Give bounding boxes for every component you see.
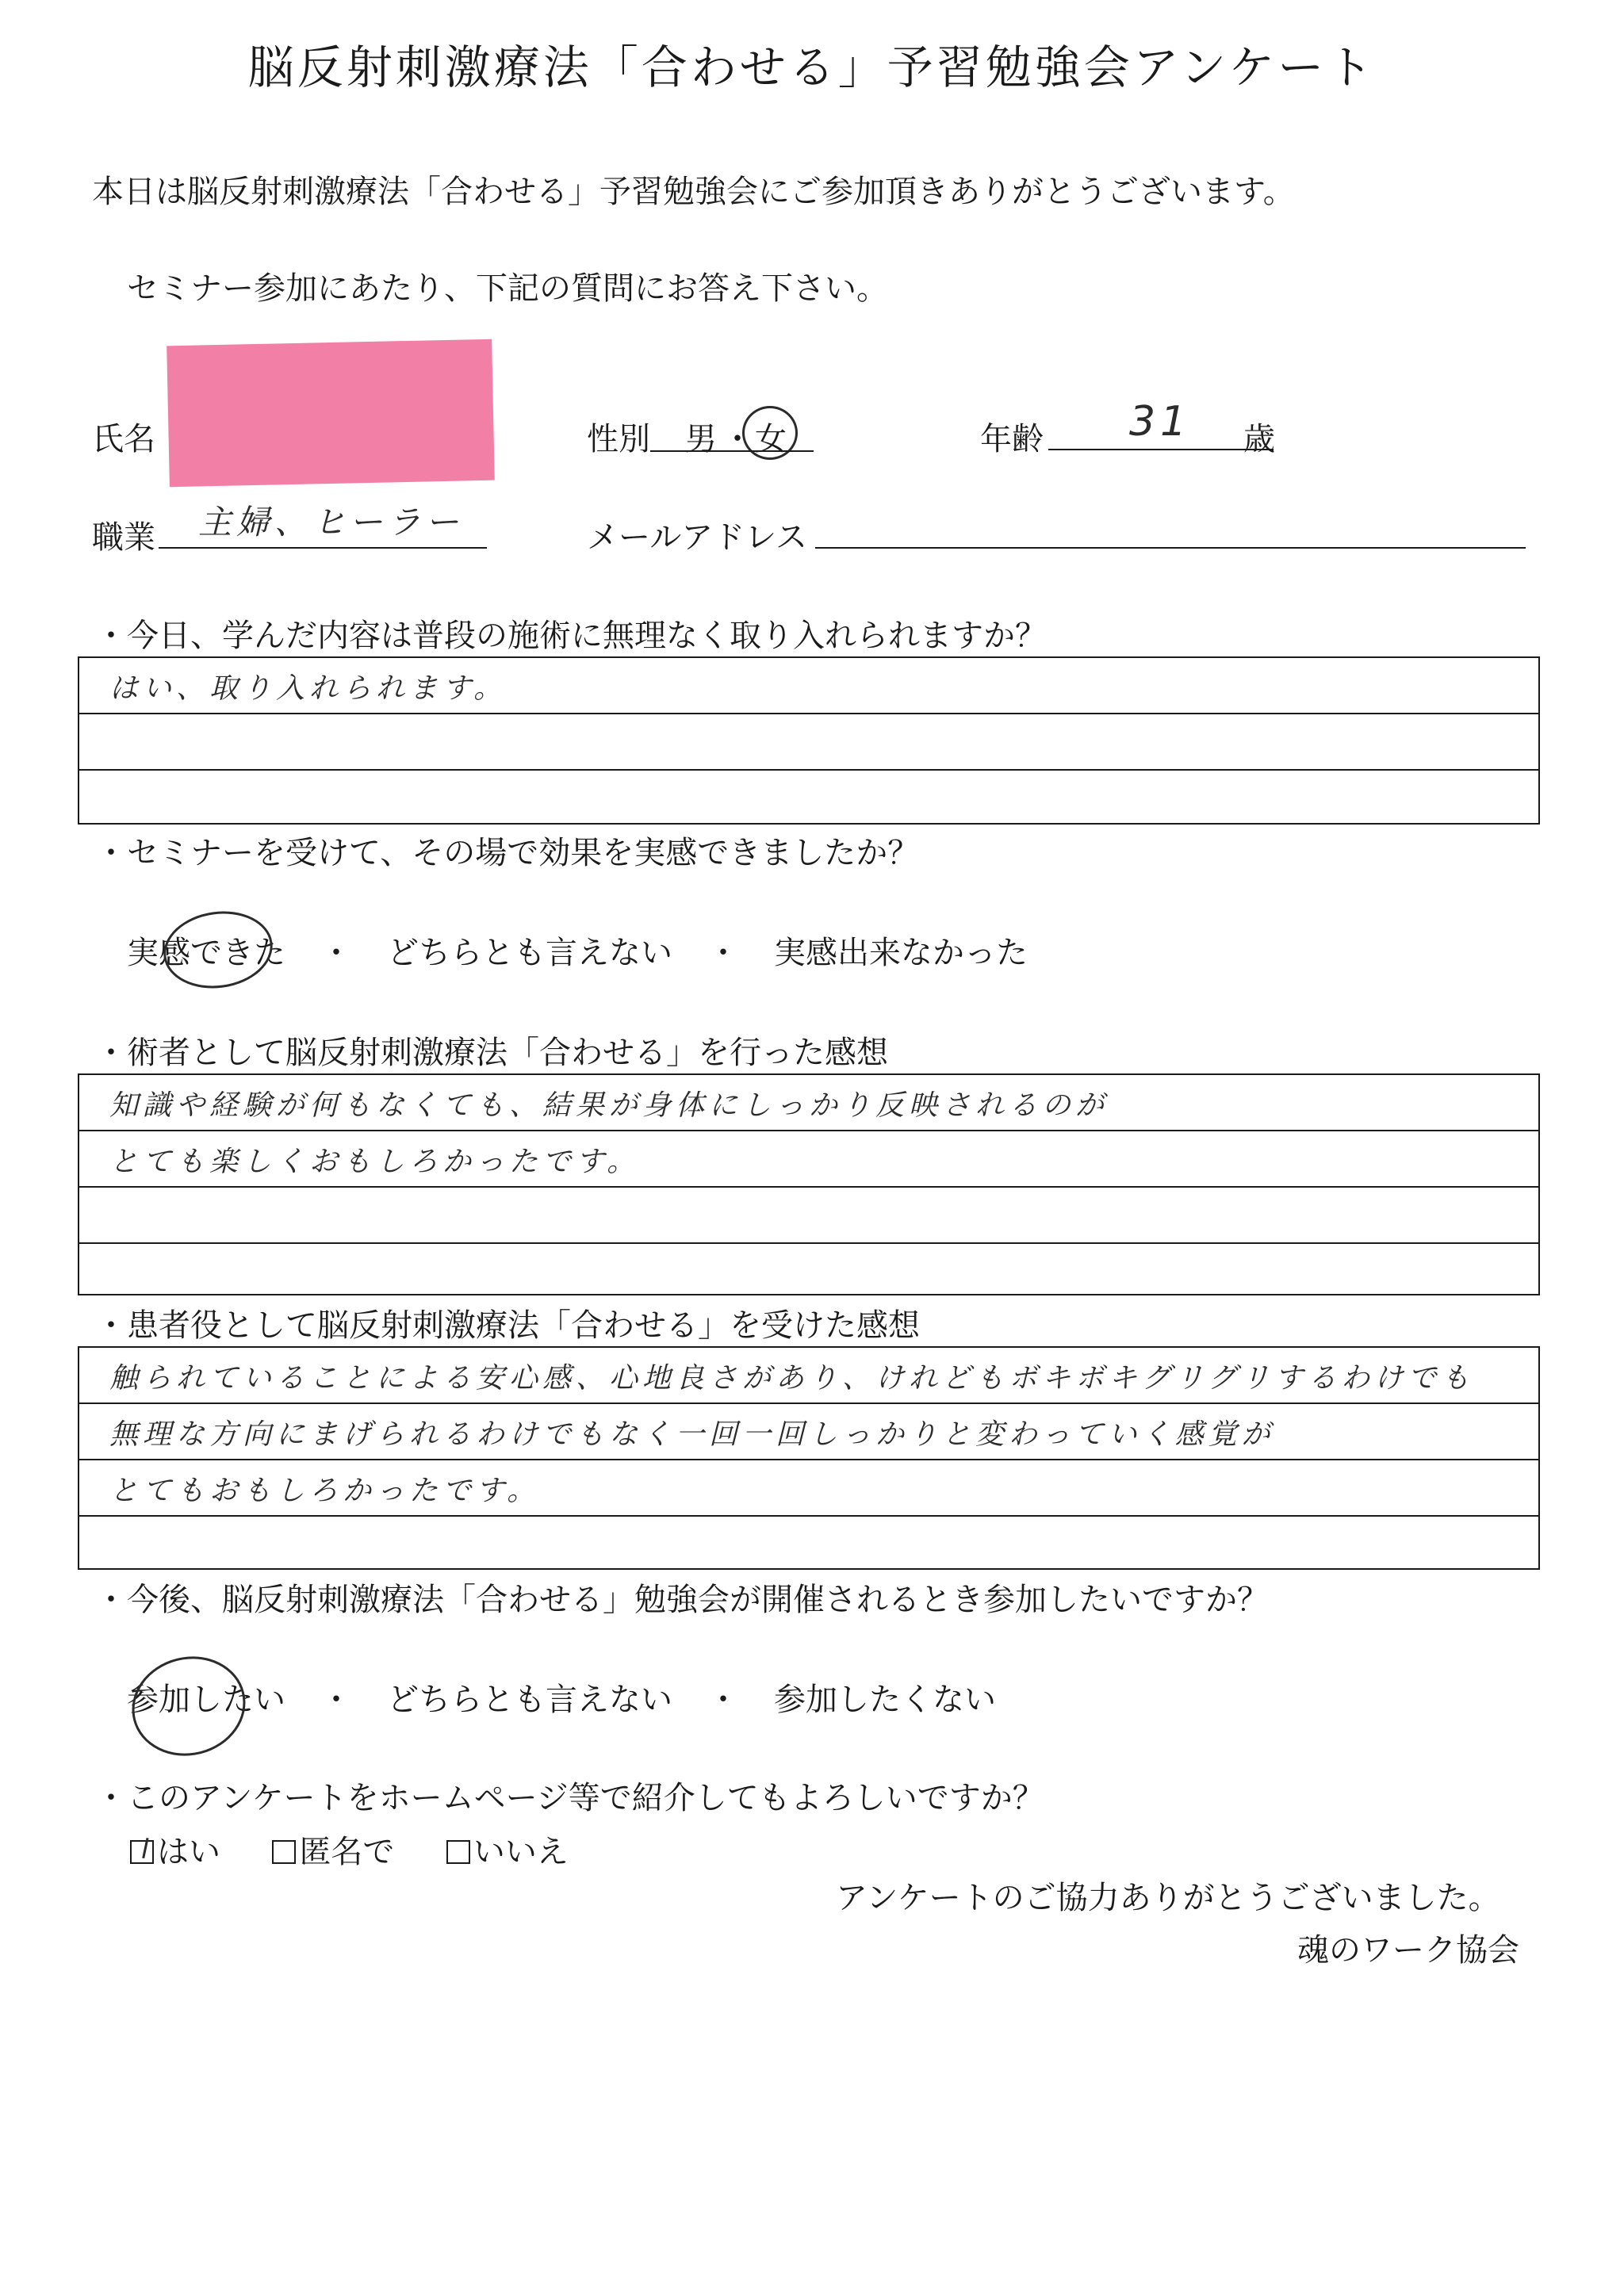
q1-question: ・今日、学んだ内容は普段の施術に無理なく取り入れられますか？ (95, 618, 1047, 654)
q6-options (130, 1827, 569, 1872)
q2-option-felt[interactable]: 実感できた (127, 935, 285, 971)
q5-option-yes[interactable]: 参加したい (127, 1682, 285, 1718)
q4-question: ・患者役として脳反射刺激療法「合わせる」を受けた感想 (95, 1307, 920, 1344)
q6-question: ・このアンケートをホームページ等で紹介してもよろしいですか？ (95, 1780, 1044, 1816)
job-underline (159, 547, 487, 549)
q6-option-yes: はい (157, 1834, 220, 1870)
answer-line (79, 1131, 1538, 1188)
checkbox-yes[interactable] (130, 1840, 154, 1864)
q1-answer-box (78, 656, 1540, 825)
answer-line (79, 1348, 1538, 1404)
name-label: 氏名 (92, 421, 155, 457)
answer-text: 知識や経験が何もなくても、結果が身体にしっかり反映されるのが (109, 1089, 1109, 1122)
job-label: 職業 (92, 519, 155, 556)
q5-separator: ・ (707, 1682, 739, 1718)
q2-separator: ・ (320, 935, 352, 971)
answer-line (79, 1517, 1538, 1573)
q2-question: ・セミナーを受けて、その場で効果を実感できましたか？ (95, 835, 920, 871)
age-value: 31 (1129, 398, 1192, 446)
q5-option-neutral[interactable]: どちらとも言えない (387, 1682, 672, 1718)
answer-line (79, 1244, 1538, 1300)
q3-question: ・術者として脳反射刺激療法「合わせる」を行った感想 (95, 1035, 888, 1071)
q5-question: ・今後、脳反射刺激療法「合わせる」勉強会が開催されるとき参加したいですか？ (95, 1582, 1269, 1618)
answer-line (79, 714, 1538, 771)
q5-option-no[interactable]: 参加したくない (774, 1682, 996, 1718)
answer-text: 無理な方向にまげられるわけでもなく一回一回しっかりと変わっていく感覚が (109, 1418, 1275, 1451)
q2-selection-circle (159, 905, 278, 995)
intro-text: 本日は脳反射刺激療法「合わせる」予習勉強会にご参加頂きありがとうございます。 (92, 174, 1295, 210)
gender-option-female[interactable]: 女 (755, 421, 787, 457)
q2-option-neutral[interactable]: どちらとも言えない (387, 935, 672, 971)
answer-line (79, 1188, 1538, 1244)
q5-options (127, 1674, 996, 1720)
q4-answer-box (78, 1346, 1540, 1570)
checkbox-anonymous[interactable] (272, 1840, 296, 1864)
gender-option-male[interactable]: 男 (685, 421, 717, 457)
closing-message: アンケートのご協力ありがとうございました。 (836, 1880, 1500, 1916)
job-value: 主婦、ヒーラー (198, 503, 464, 541)
instruction-text: セミナー参加にあたり、下記の質問にお答え下さい。 (127, 270, 888, 307)
q5-selection-circle (121, 1644, 256, 1767)
answer-line (79, 1075, 1538, 1131)
age-label: 年齢 (980, 421, 1044, 457)
gender-label: 性別 (587, 421, 650, 457)
survey-title: 脳反射刺激療法「合わせる」予習勉強会アンケート (247, 40, 1377, 94)
answer-text: はい、取り入れられます。 (109, 672, 508, 705)
q3-answer-box (78, 1073, 1540, 1295)
q2-separator: ・ (707, 935, 739, 971)
q6-option-no: いいえ (473, 1834, 569, 1870)
q5-separator: ・ (320, 1682, 352, 1718)
answer-line (79, 1460, 1538, 1517)
answer-text: 触られていることによる安心感、心地良さがあり、けれどもボキボキグリグリするわけでも (109, 1362, 1475, 1395)
redacted-name (167, 339, 495, 488)
age-underline (1048, 449, 1274, 450)
email-underline (815, 547, 1526, 549)
answer-line (79, 658, 1538, 714)
organization-name: 魂のワーク協会 (1297, 1932, 1519, 1969)
q6-option-anonymous: 匿名で (299, 1834, 395, 1870)
gender-underline (650, 450, 814, 452)
checkbox-no[interactable] (446, 1840, 470, 1864)
answer-text: とてもおもしろかったです。 (109, 1475, 541, 1507)
answer-line (79, 1404, 1538, 1460)
answer-line (79, 771, 1538, 827)
email-label: メールアドレス (587, 519, 807, 556)
gender-separator: ・ (722, 421, 753, 457)
age-unit: 歳 (1243, 421, 1275, 457)
q2-option-not-felt[interactable]: 実感出来なかった (774, 935, 1028, 971)
answer-text: とても楽しくおもしろかったです。 (109, 1146, 641, 1178)
